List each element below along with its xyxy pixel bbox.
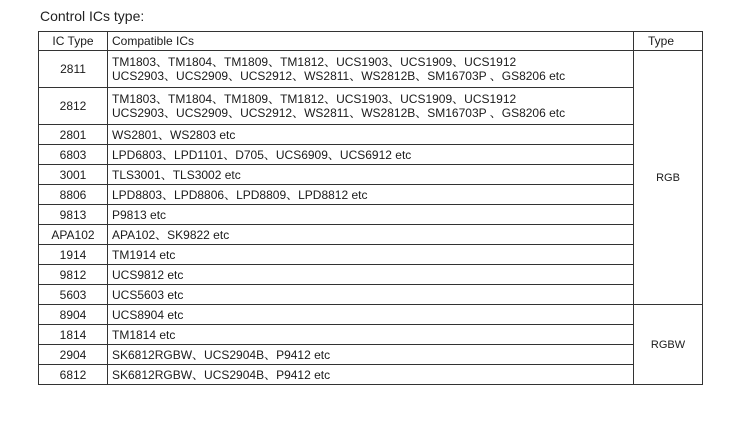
compatible-ics-line: UCS2903、UCS2909、UCS2912、WS2811、WS2812B、SM16703P 、GS8206 etc xyxy=(112,69,566,83)
ic-type-cell: APA102 xyxy=(39,225,108,245)
table-row xyxy=(39,285,703,305)
compatible-ics-cell xyxy=(108,125,634,145)
compatible-ics-line: UCS5603 etc xyxy=(112,287,184,302)
compatible-ics-cell xyxy=(108,365,634,385)
compatible-ics-line: TM1803、TM1804、TM1809、TM1812、UCS1903、UCS1909、UCS1912 xyxy=(112,92,517,106)
table-row xyxy=(39,88,703,125)
compatible-ics-line: LPD6803、LPD1101、D705、UCS6909、UCS6912 etc xyxy=(112,147,412,162)
ic-type-cell: 9813 xyxy=(39,205,108,225)
compatible-ics-line: SK6812RGBW、UCS2904B、P9412 etc xyxy=(112,347,331,362)
compatible-ics-cell xyxy=(108,185,634,205)
table-row xyxy=(39,345,703,365)
table-body xyxy=(39,51,703,385)
compatible-ics-cell xyxy=(108,225,634,245)
header-type: Type xyxy=(634,32,703,51)
ic-type-cell: 1914 xyxy=(39,245,108,265)
table-row xyxy=(39,51,703,88)
table-row xyxy=(39,305,703,325)
compatible-ics-cell xyxy=(108,205,634,225)
ic-type-cell: 2812 xyxy=(39,88,108,125)
table-row xyxy=(39,225,703,245)
ic-type-cell: 8806 xyxy=(39,185,108,205)
table-row xyxy=(39,165,703,185)
compatible-ics-cell xyxy=(108,165,634,185)
table-row xyxy=(39,205,703,225)
control-ic-table xyxy=(38,31,703,385)
ic-type-cell: 2801 xyxy=(39,125,108,145)
table-row xyxy=(39,325,703,345)
compatible-ics-line: UCS2903、UCS2909、UCS2912、WS2811、WS2812B、SM16703P 、GS8206 etc xyxy=(112,106,566,120)
compatible-ics-line: TM1914 etc xyxy=(112,247,176,262)
ic-type-cell: 2904 xyxy=(39,345,108,365)
table-row xyxy=(39,145,703,165)
ic-type-cell: 3001 xyxy=(39,165,108,185)
table-row xyxy=(39,365,703,385)
compatible-ics-line: WS2801、WS2803 etc xyxy=(112,127,236,142)
ic-type-cell: 2811 xyxy=(39,51,108,88)
page-title: Control ICs type: xyxy=(40,8,145,24)
table-row xyxy=(39,245,703,265)
compatible-ics-line: TM1814 etc xyxy=(112,327,176,342)
compatible-ics-cell xyxy=(108,325,634,345)
table-row xyxy=(39,185,703,205)
ic-type-cell: 9812 xyxy=(39,265,108,285)
header-compatible-ics: Compatible ICs xyxy=(108,32,634,51)
compatible-ics-cell xyxy=(108,88,634,125)
table-row xyxy=(39,125,703,145)
ic-type-cell: 1814 xyxy=(39,325,108,345)
compatible-ics-cell xyxy=(108,285,634,305)
compatible-ics-line: APA102、SK9822 etc xyxy=(112,227,230,242)
table-header-row xyxy=(39,32,703,51)
compatible-ics-line: UCS8904 etc xyxy=(112,307,184,322)
ic-type-cell: 5603 xyxy=(39,285,108,305)
compatible-ics-cell xyxy=(108,51,634,88)
header-ic-type: IC Type xyxy=(39,32,108,51)
table-row xyxy=(39,265,703,285)
type-cell: RGB xyxy=(634,51,703,305)
compatible-ics-line: TM1803、TM1804、TM1809、TM1812、UCS1903、UCS1909、UCS1912 xyxy=(112,55,517,69)
compatible-ics-cell xyxy=(108,245,634,265)
compatible-ics-line: TLS3001、TLS3002 etc xyxy=(112,167,241,182)
compatible-ics-line: LPD8803、LPD8806、LPD8809、LPD8812 etc xyxy=(112,187,368,202)
ic-type-cell: 6812 xyxy=(39,365,108,385)
compatible-ics-line: P9813 etc xyxy=(112,207,167,222)
type-cell: RGBW xyxy=(634,305,703,385)
compatible-ics-cell xyxy=(108,265,634,285)
compatible-ics-cell xyxy=(108,345,634,365)
ic-type-cell: 6803 xyxy=(39,145,108,165)
compatible-ics-line: UCS9812 etc xyxy=(112,267,184,282)
compatible-ics-cell xyxy=(108,145,634,165)
compatible-ics-line: SK6812RGBW、UCS2904B、P9412 etc xyxy=(112,367,331,382)
ic-type-cell: 8904 xyxy=(39,305,108,325)
compatible-ics-cell xyxy=(108,305,634,325)
